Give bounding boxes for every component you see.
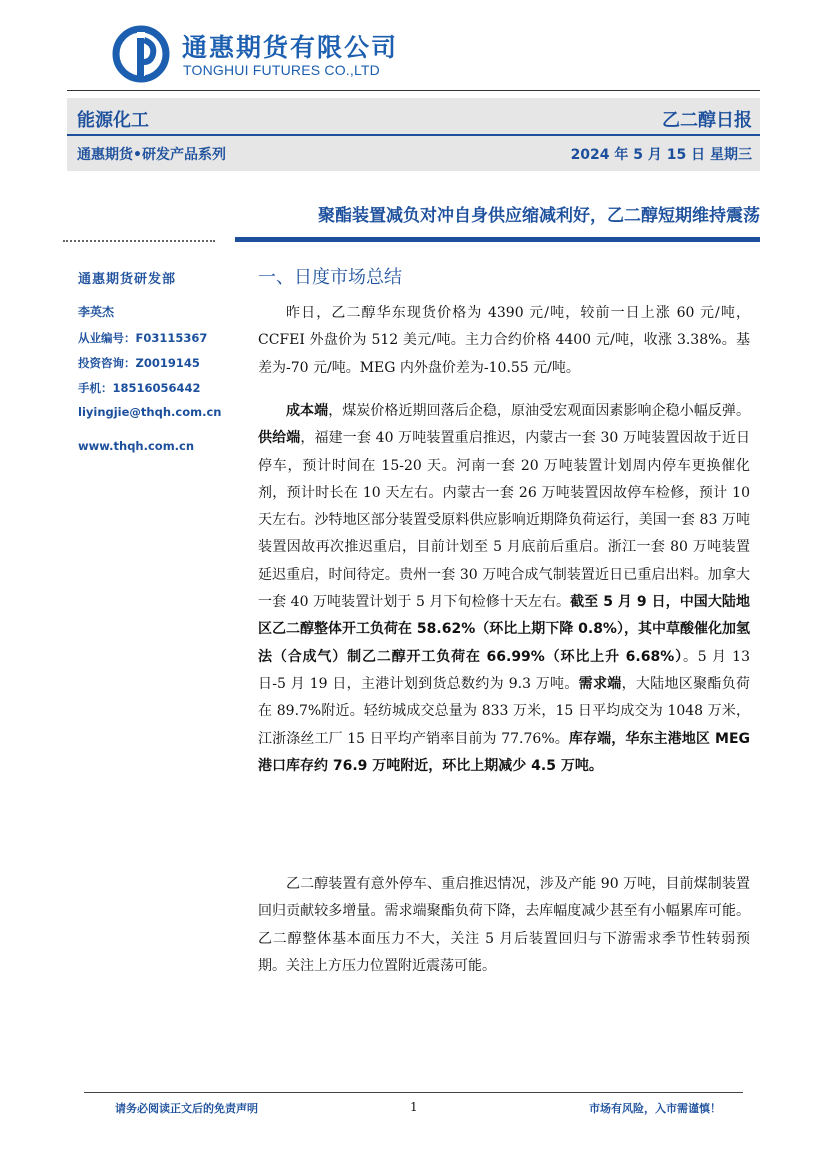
series-label: 通惠期货•研发产品系列 [77, 147, 226, 163]
company-name-en: TONGHUI FUTURES CO.,LTD [183, 62, 380, 78]
analyst-email-link[interactable]: liyingjie@thqh.com.cn [78, 405, 222, 419]
outlook-text: 乙二醇装置有意外停车、重启推迟情况，涉及产能 90 万吨，目前煤制装置回归贡献较多增量。需求端聚酯负荷下降，去库幅度减少甚至有小幅累库可能。乙二醇整体基本面压力不大，关注 5 月后装置回归与下游需求季节性转弱预期。关注上方压力位置附近震荡可能。 [258, 876, 750, 974]
report-name: 乙二醇日报 [662, 110, 752, 131]
supply-label: 供给端 [258, 430, 301, 447]
demand-text: ，大陆地区聚酯负荷在 89.7%附近。轻纺城成交总量为 833 万米，15 日平均成交为 1048 万米，江浙涤丝工厂 15 日平均产销率目前为 77.76%。 [258, 675, 751, 747]
sector-label: 能源化工 [77, 110, 149, 131]
company-logo-icon [111, 24, 171, 84]
paragraph-outlook [258, 871, 750, 980]
page-number: 1 [410, 1100, 418, 1114]
headline-divider [235, 237, 760, 242]
arrivals-text: 。5 月 13 日-5 月 19 日，主港计划到货总数约为 9.3 万吨。 [258, 648, 750, 692]
company-name-cn: 通惠期货有限公司 [182, 33, 399, 62]
report-date: 2024 年 5 月 15 日 星期三 [570, 147, 752, 163]
website-link[interactable]: www.thqh.com.cn [78, 439, 195, 453]
inventory-text: ，华东主港地区 MEG 港口库存约 76.9 万吨附近，环比上期减少 4.5 万吨。 [258, 730, 751, 774]
paragraph-fundamentals [258, 398, 750, 780]
cost-text: ，煤炭价格近期回落后企稳，原油受宏观面因素影响企稳小幅反弹。 [328, 403, 750, 419]
disclaimer-note: 请务必阅读正文后的免责声明 [115, 1102, 258, 1115]
footer-divider [84, 1092, 743, 1093]
inventory-label: 库存端 [568, 730, 612, 747]
operating-rate-text: 截至 5 月 9 日，中国大陆地区乙二醇整体开工负荷在 58.62%（环比上期下降 0.8%），其中草酸催化加氢法（合成气）制乙二醇开工负荷在 66.99%（环比上升 6.68%） [258, 594, 750, 665]
analyst-phone: 手机：18516056442 [78, 381, 201, 395]
price-summary-text: 昨日，乙二醇华东现货价格为 4390 元/吨，较前一日上涨 60 元/吨，CCFEI 外盘价为 512 美元/吨。主力合约价格 4400 元/吨，收涨 3.38%。基差为-70 元/吨。MEG 内外盘价差为-10.55 元/吨。 [258, 305, 750, 376]
analyst-name: 李英杰 [78, 305, 115, 319]
analyst-license: 从业编号：F03115367 [78, 331, 208, 345]
paragraph-prices [258, 300, 750, 382]
risk-warning: 市场有风险，入市需谨慎！ [589, 1102, 721, 1115]
banner-divider [67, 134, 760, 136]
title-banner [67, 98, 760, 171]
demand-label: 需求端 [578, 675, 622, 692]
report-headline: 聚酯装置减负对冲自身供应缩减利好，乙二醇短期维持震荡 [318, 206, 760, 226]
research-department: 通惠期货研发部 [78, 272, 177, 287]
sidebar-divider [63, 240, 215, 242]
cost-label: 成本端 [286, 403, 329, 419]
analyst-consult-id: 投资咨询：Z0019145 [78, 356, 200, 370]
section-title: 一、日度市场总结 [258, 267, 402, 288]
header-divider [67, 90, 760, 91]
supply-text: ，福建一套 40 万吨装置重启推迟，内蒙古一套 30 万吨装置因故于近日停车，预计时间在 15-20 天。河南一套 20 万吨装置计划周内停车更换催化剂，预计时长在 10 天左右。内蒙古一套 26 万吨装置因故停车检修，预计 10 天左右。沙特地区部分装置受原料供应影响近期降负荷运行，美国一套 83 万吨装置因故再次推迟重启，目前计划至 5 月底前后重启。浙江一套 80 万吨装置延迟重启，时间待定。贵州一套 30 万吨合成气制装置近日已重启出料。加拿大一套 40 万吨装置计划于 5 月下旬检修十天左右。 [258, 430, 750, 611]
